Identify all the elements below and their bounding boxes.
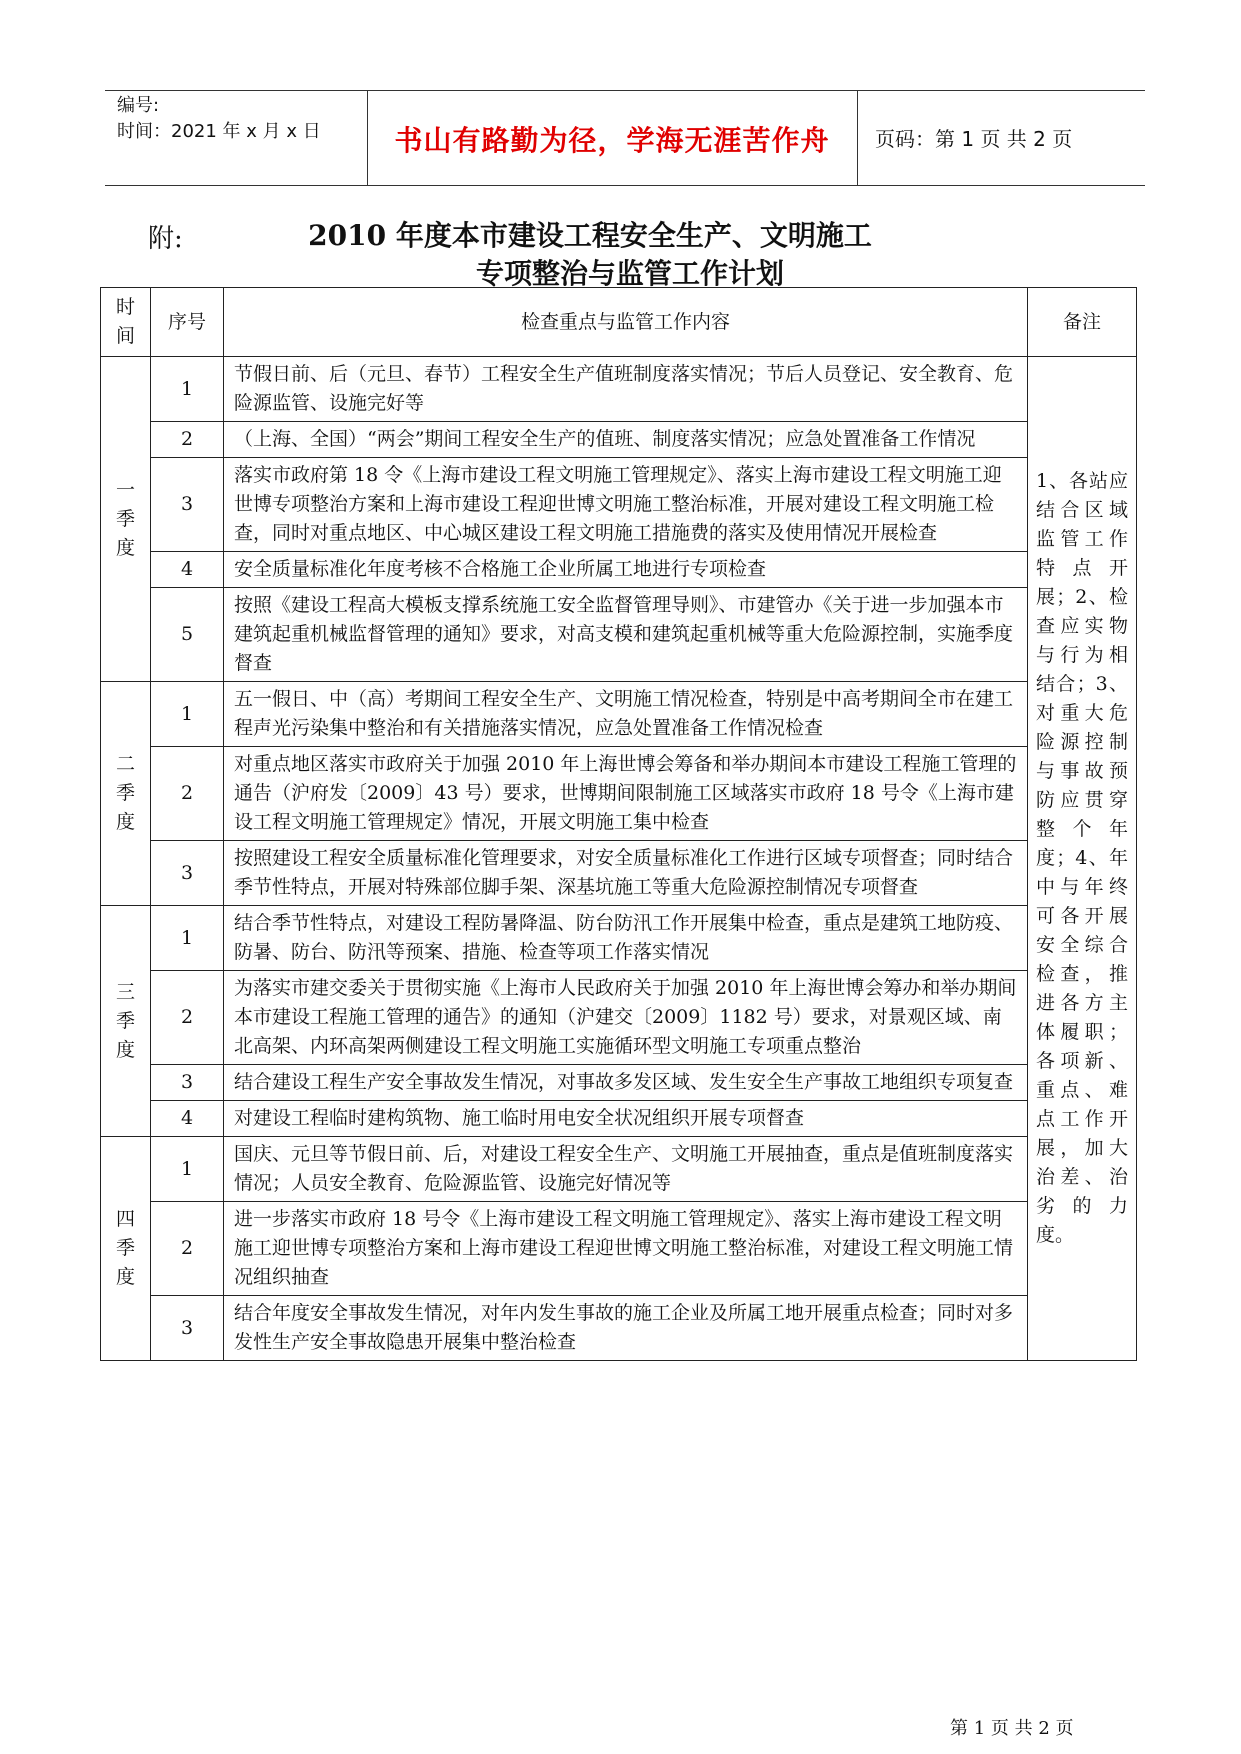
seq-cell: 1 bbox=[151, 1137, 224, 1202]
seq-cell: 4 bbox=[151, 1101, 224, 1137]
attachment-label: 附: bbox=[148, 224, 183, 254]
seq-cell: 2 bbox=[151, 422, 224, 458]
seq-cell: 3 bbox=[151, 458, 224, 552]
seq-cell: 3 bbox=[151, 1296, 224, 1361]
quarter-label: 一季度 bbox=[101, 357, 151, 682]
table-row bbox=[101, 357, 1137, 422]
number-label: 编号: bbox=[117, 95, 160, 116]
quarter-label: 二季度 bbox=[101, 682, 151, 906]
content-cell: 节假日前、后（元旦、春节）工程安全生产值班制度落实情况；节后人员登记、安全教育、危险源监管、设施完好等 bbox=[224, 357, 1028, 422]
col-header-time: 时间 bbox=[101, 288, 151, 357]
seq-cell: 1 bbox=[151, 906, 224, 971]
seq-cell: 2 bbox=[151, 747, 224, 841]
content-cell: 为落实市建交委关于贯彻实施《上海市人民政府关于加强 2010 年上海世博会筹办和举办期间本市建设工程施工管理的通告》的通知（沪建交〔2009〕1182 号）要求，对景观区域、南北高架、内环高架两侧建设工程文明施工实施循环型文明施工专项重点整治 bbox=[224, 971, 1028, 1065]
content-cell: 落实市政府第 18 令《上海市建设工程文明施工管理规定》、落实上海市建设工程文明施工迎世博专项整治方案和上海市建设工程迎世博文明施工整治标准，开展对建设工程文明施工检查，同时对重点地区、中心城区建设工程文明施工措施费的落实及使用情况开展检查 bbox=[224, 458, 1028, 552]
table-row bbox=[101, 1065, 1137, 1101]
content-cell: 按照建设工程安全质量标准化管理要求，对安全质量标准化工作进行区域专项督查；同时结合季节性特点，开展对特殊部位脚手架、深基坑施工等重大危险源控制情况专项督查 bbox=[224, 841, 1028, 906]
quarter-label: 三季度 bbox=[101, 906, 151, 1137]
motto: 书山有路勤为径，学海无涯苦作舟 bbox=[394, 124, 830, 157]
table-row bbox=[101, 552, 1137, 588]
table-row bbox=[101, 841, 1137, 906]
page-footer: 第 1 页 共 2 页 bbox=[950, 1718, 1074, 1739]
col-header-seq: 序号 bbox=[151, 288, 224, 357]
content-cell: 结合建设工程生产安全事故发生情况，对事故多发区域、发生安全生产事故工地组织专项复查 bbox=[224, 1065, 1028, 1101]
header-divider bbox=[857, 91, 858, 185]
seq-cell: 3 bbox=[151, 1065, 224, 1101]
content-cell: 进一步落实市政府 18 号令《上海市建设工程文明施工管理规定》、落实上海市建设工程文明施工迎世博专项整治方案和上海市建设工程迎世博文明施工整治标准，对建设工程文明施工情况组织抽查 bbox=[224, 1202, 1028, 1296]
seq-cell: 1 bbox=[151, 682, 224, 747]
content-cell: 五一假日、中（高）考期间工程安全生产、文明施工情况检查，特别是中高考期间全市在建工程声光污染集中整治和有关措施落实情况，应急处置准备工作情况检查 bbox=[224, 682, 1028, 747]
table-row bbox=[101, 422, 1137, 458]
table-row bbox=[101, 1101, 1137, 1137]
seq-cell: 5 bbox=[151, 588, 224, 682]
content-cell: （上海、全国）“两会”期间工程安全生产的值班、制度落实情况；应急处置准备工作情况 bbox=[224, 422, 1028, 458]
doc-title-line1: 2010 年度本市建设工程安全生产、文明施工 bbox=[308, 219, 872, 252]
seq-cell: 2 bbox=[151, 971, 224, 1065]
content-cell: 按照《建设工程高大模板支撑系统施工安全监督管理导则》、市建管办《关于进一步加强本市建筑起重机械监督管理的通知》要求，对高支模和建筑起重机械等重大危险源控制，实施季度督查 bbox=[224, 588, 1028, 682]
table-row bbox=[101, 971, 1137, 1065]
table-row bbox=[101, 1202, 1137, 1296]
seq-cell: 3 bbox=[151, 841, 224, 906]
seq-cell: 2 bbox=[151, 1202, 224, 1296]
page-number: 页码：第 1 页 共 2 页 bbox=[875, 127, 1073, 151]
doc-title-line2: 专项整治与监管工作计划 bbox=[475, 257, 784, 290]
table-row bbox=[101, 1296, 1137, 1361]
table-row bbox=[101, 1137, 1137, 1202]
table-row bbox=[101, 588, 1137, 682]
remarks-cell: 1、各站应结合区域监管工作特点开展；2、检查应实物与行为相结合；3、对重大危险源控制与事故预防应贯穿整个年度；4、年中与年终可各开展安全综合检查，推进各方主体履职；各项新、重点、难点工作开展，加大治差、治劣的力度。 bbox=[1028, 357, 1137, 1361]
content-cell: 结合季节性特点，对建设工程防暑降温、防台防汛工作开展集中检查，重点是建筑工地防疫、防暑、防台、防汛等预案、措施、检查等项工作落实情况 bbox=[224, 906, 1028, 971]
table-row bbox=[101, 906, 1137, 971]
col-header-remarks: 备注 bbox=[1028, 288, 1137, 357]
header-meta bbox=[117, 93, 321, 145]
table-row bbox=[101, 682, 1137, 747]
table-row bbox=[101, 747, 1137, 841]
content-cell: 对重点地区落实市政府关于加强 2010 年上海世博会筹备和举办期间本市建设工程施工管理的通告（沪府发〔2009〕43 号）要求，世博期间限制施工区域落实市政府 18 号令《上海市建设工程文明施工管理规定》情况，开展文明施工集中检查 bbox=[224, 747, 1028, 841]
table-row bbox=[101, 458, 1137, 552]
page-header bbox=[105, 90, 1145, 186]
seq-cell: 1 bbox=[151, 357, 224, 422]
col-header-content: 检查重点与监管工作内容 bbox=[224, 288, 1028, 357]
content-cell: 国庆、元旦等节假日前、后，对建设工程安全生产、文明施工开展抽查，重点是值班制度落实情况；人员安全教育、危险源监管、设施完好情况等 bbox=[224, 1137, 1028, 1202]
time-label: 时间：2021 年 x 月 x 日 bbox=[117, 121, 321, 142]
table-header-row bbox=[101, 288, 1137, 357]
content-cell: 结合年度安全事故发生情况，对年内发生事故的施工企业及所属工地开展重点检查；同时对多发性生产安全事故隐患开展集中整治检查 bbox=[224, 1296, 1028, 1361]
quarter-label: 四季度 bbox=[101, 1137, 151, 1361]
seq-cell: 4 bbox=[151, 552, 224, 588]
plan-table bbox=[100, 287, 1137, 1361]
content-cell: 对建设工程临时建构筑物、施工临时用电安全状况组织开展专项督查 bbox=[224, 1101, 1028, 1137]
content-cell: 安全质量标准化年度考核不合格施工企业所属工地进行专项检查 bbox=[224, 552, 1028, 588]
